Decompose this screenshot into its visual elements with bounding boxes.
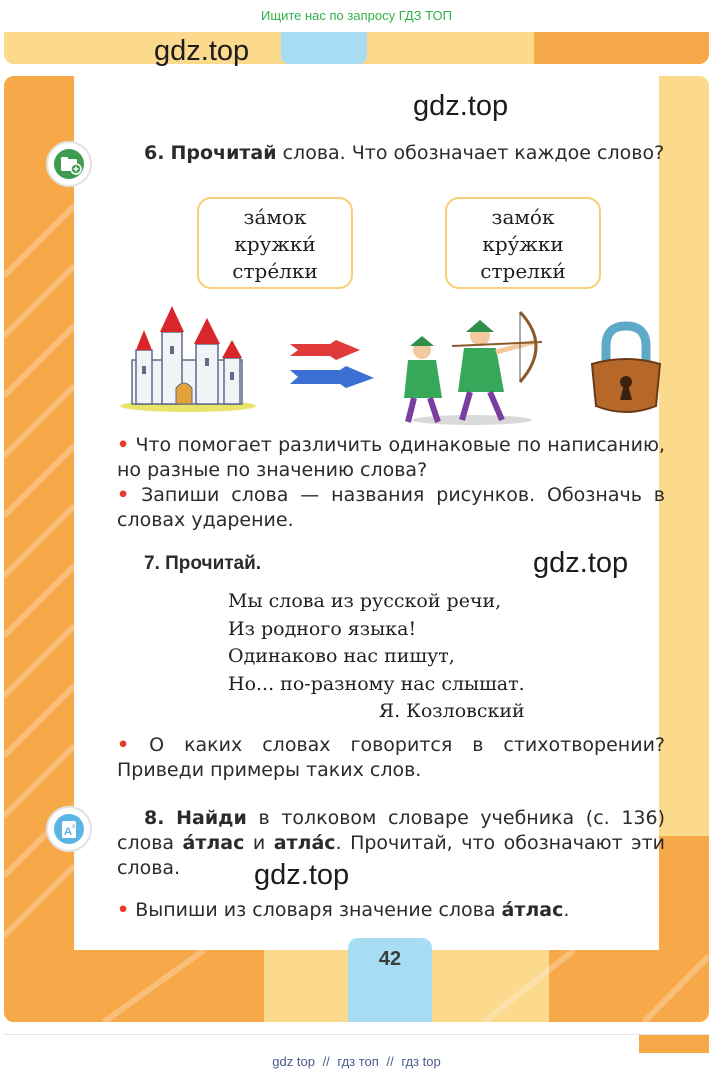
previous-page-tab bbox=[281, 32, 367, 64]
task6-verb: Прочитай bbox=[170, 142, 277, 164]
task7-question: О каких словах говорится в стихотворении? Приведи примеры таких слов. bbox=[117, 734, 665, 781]
footer-link-1[interactable]: gdz top bbox=[272, 1054, 315, 1069]
footer-link-3[interactable]: гдз top bbox=[401, 1054, 441, 1069]
task8-bullet-end: . bbox=[563, 899, 570, 921]
poem-line-1: Мы слова из русской речи, bbox=[228, 590, 502, 612]
bullet-marker: • bbox=[117, 484, 130, 506]
bullet-marker: • bbox=[117, 899, 130, 921]
word-zamok-2: замо́к bbox=[491, 205, 555, 229]
poem-line-3: Одинаково нас пишут, bbox=[228, 645, 455, 667]
word-box-right bbox=[445, 197, 601, 289]
task8-conjunction: и bbox=[252, 832, 266, 854]
word-zamok-1: за́мок bbox=[243, 205, 307, 229]
task8-bullet-text: Выпиши из словаря значение слова bbox=[135, 899, 496, 921]
word-strelki-2: стрелки́ bbox=[480, 259, 566, 283]
task6-number: 6. bbox=[144, 142, 165, 164]
task8-word-atlas-2: атла́с bbox=[273, 832, 336, 854]
poem-line-4: Но... по-разному нас слышат. bbox=[228, 672, 525, 695]
task8-text-b: . Прочитай, что обозначают эти слова. bbox=[117, 832, 665, 879]
bullet-marker: • bbox=[117, 434, 130, 456]
footer-separator: // bbox=[322, 1054, 330, 1069]
task8-bullet-word: а́тлас bbox=[501, 899, 564, 921]
task8-verb: Найди bbox=[176, 807, 247, 829]
task6-bullet-2 bbox=[117, 483, 665, 533]
castle-illustration bbox=[118, 302, 258, 414]
task7-bullet bbox=[117, 733, 665, 783]
word-strelki-1: стре́лки bbox=[232, 259, 318, 283]
task8-text-a: в толковом словаре учебника (с. 136) слова bbox=[117, 807, 666, 854]
task7-number: 7. bbox=[144, 553, 160, 574]
task8-instruction bbox=[117, 806, 665, 881]
task7-verb: Прочитай. bbox=[165, 553, 262, 574]
task6-instruction bbox=[117, 141, 665, 166]
top-banner[interactable] bbox=[0, 0, 713, 32]
word-kruzhki-2: кру́жки bbox=[482, 232, 564, 256]
previous-page-strip bbox=[4, 32, 709, 64]
archers-illustration bbox=[392, 302, 552, 426]
watermark-3: gdz.top bbox=[533, 547, 629, 579]
footer-separator: // bbox=[386, 1054, 394, 1069]
svg-text:я: я bbox=[72, 824, 76, 830]
word-kruzhki-1: кружки́ bbox=[234, 232, 316, 256]
task7-heading bbox=[144, 551, 261, 576]
task8-word-atlas-1: а́тлас bbox=[182, 832, 245, 854]
arrows-illustration bbox=[288, 340, 378, 388]
footer-links bbox=[0, 1054, 713, 1069]
task6-assignment: Запиши слова — названия рисунков. Обозначь в словах ударение. bbox=[117, 484, 665, 531]
word-box-left bbox=[197, 197, 353, 289]
poem-line-2: Из родного языка! bbox=[228, 617, 417, 640]
page-number: 42 bbox=[348, 938, 432, 1022]
padlock-illustration bbox=[584, 320, 668, 416]
previous-page-corner bbox=[534, 32, 709, 64]
bullet-marker: • bbox=[117, 734, 130, 756]
watermark-1: gdz.top bbox=[154, 35, 250, 67]
folder-plus-icon bbox=[46, 141, 92, 187]
poem bbox=[228, 588, 525, 726]
dictionary-icon bbox=[46, 806, 92, 852]
task6-text: слова. Что обозначает каждое слово? bbox=[282, 142, 665, 164]
task8-number: 8. bbox=[144, 807, 165, 829]
watermark-2: gdz.top bbox=[413, 90, 509, 122]
svg-text:A: A bbox=[64, 826, 72, 838]
watermark-4: gdz.top bbox=[254, 859, 350, 891]
next-page-corner bbox=[639, 1035, 709, 1053]
banner-text[interactable]: Ищите нас по запросу ГДЗ ТОП bbox=[261, 8, 452, 23]
poem-author: Я. Козловский bbox=[378, 700, 525, 722]
task6-question: Что помогает различить одинаковые по написанию, но разные по значению слова? bbox=[117, 434, 665, 481]
footer-link-2[interactable]: гдз топ bbox=[337, 1054, 379, 1069]
task6-bullet-1 bbox=[117, 433, 665, 483]
task8-bullet bbox=[117, 898, 665, 923]
